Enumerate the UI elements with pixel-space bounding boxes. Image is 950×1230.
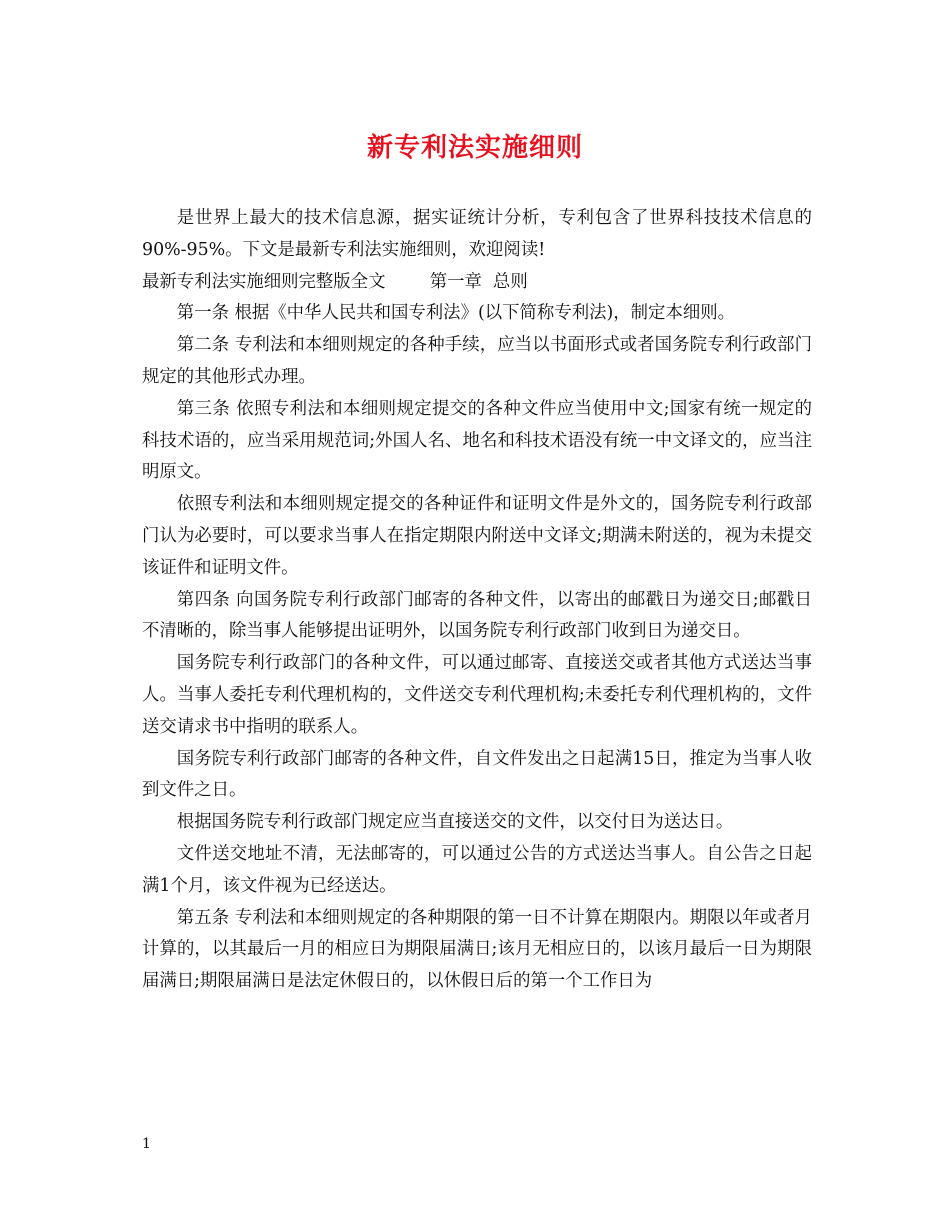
chapter-heading-line: 最新专利法实施细则完整版全文 第一章 总则 — [142, 271, 528, 292]
article-4: 第四条 向国务院专利行政部门邮寄的各种文件，以寄出的邮戳日为递交日;邮戳日不清晰的，除当事人能够提出证明外，以国务院专利行政部门收到日为递交日。 — [142, 589, 812, 642]
article-3-paragraph-2: 依照专利法和本细则规定提交的各种证件和证明文件是外文的，国务院专利行政部门认为必要时，可以要求当事人在指定期限内附送中文译文;期满未附送的，视为未提交该证件和证明文件。 — [142, 494, 812, 578]
page-number: 1 — [142, 1136, 151, 1152]
article-1: 第一条 根据《中华人民共和国专利法》(以下简称专利法)，制定本细则。 — [176, 303, 736, 324]
document-title: 新专利法实施细则 — [366, 133, 583, 163]
article-4-paragraph-4: 根据国务院专利行政部门规定应当直接送交的文件，以交付日为送达日。 — [176, 812, 734, 833]
article-2: 第二条 专利法和本细则规定的各种手续，应当以书面形式或者国务院专利行政部门规定的其他形式办理。 — [142, 335, 812, 387]
intro-paragraph: 是世界上最大的技术信息源，据实证统计分析，专利包含了世界科技技术信息的90%-95%。下文是最新专利法实施细则，欢迎阅读! — [142, 208, 812, 260]
article-4-paragraph-5: 文件送交地址不清，无法邮寄的，可以通过公告的方式送达当事人。自公告之日起满1个月，该文件视为已经送达。 — [142, 843, 812, 896]
article-4-paragraph-2: 国务院专利行政部门的各种文件，可以通过邮寄、直接送交或者其他方式送达当事人。当事人委托专利代理机构的，文件送交专利代理机构;未委托专利代理机构的，文件送交请求书中指明的联系人。 — [142, 653, 812, 737]
article-5: 第五条 专利法和本细则规定的各种期限的第一日不计算在期限内。期限以年或者月计算的，以其最后一月的相应日为期限届满日;该月无相应日的，以该月最后一日为期限届满日;期限届满日是法定休假日的，以休假日后的第一个工作日为 — [142, 907, 812, 992]
article-4-paragraph-3: 国务院专利行政部门邮寄的各种文件，自文件发出之日起满15日，推定为当事人收到文件之日。 — [142, 748, 812, 801]
document-body — [142, 203, 812, 998]
article-3: 第三条 依照专利法和本细则规定提交的各种文件应当使用中文;国家有统一规定的科技术语的，应当采用规范词;外国人名、地名和科技术语没有统一中文译文的，应当注明原文。 — [142, 398, 812, 483]
